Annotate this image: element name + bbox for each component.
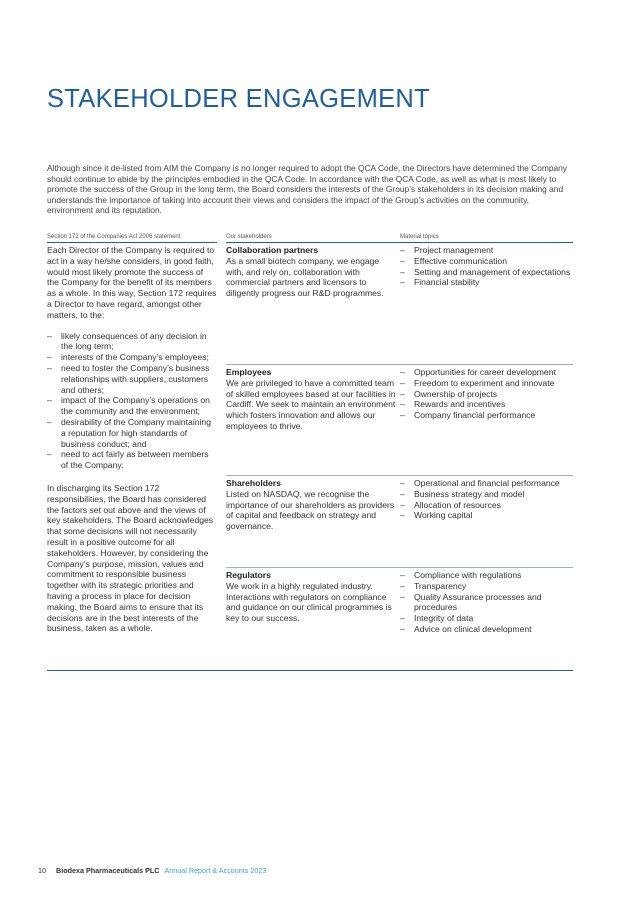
topics-regulators — [400, 570, 574, 635]
statement-item: – impact of the Company’s operations on the community and the environment; — [47, 395, 217, 417]
topic-item: – Working capital — [400, 510, 574, 521]
topic-item: – Freedom to experiment and innovate — [400, 378, 574, 389]
topic-item: – Allocation of resources — [400, 500, 574, 511]
topics-employees — [400, 367, 574, 421]
stakeholder-description: We work in a highly regulated industry. Interactions with regulators on compliance and guidance on our clinical programmes is key to our success. — [226, 580, 392, 624]
topic-item: – Rewards and incentives — [400, 399, 574, 410]
section-172-statement — [47, 245, 217, 634]
topic-item: – Advice on clinical development — [400, 624, 574, 635]
statement-item: – interests of the Company’s employees; — [47, 352, 217, 363]
intro-paragraph: Although since it de-listed from AIM the Company is no longer required to adopt the QCA Code, the Directors have determined the Company should continue to abide by the principles embodied in the QCA Code. In accordance with the QCA Code, as well as what is most likely to promote the success of the Group in the long term, the Board considers the interests of the Group’s stakeholders in its decision making and understands the importance of taking into account their views and considers the impact of the Group’s activities on the community, environment and its reputation. — [47, 163, 567, 216]
footer-company: Biodexa Pharmaceuticals PLC — [56, 866, 160, 875]
statement-list — [47, 331, 217, 471]
footer-report-title: Annual Report & Accounts 2023 — [164, 866, 267, 875]
topic-item: – Business strategy and model — [400, 489, 574, 500]
stakeholder-name: Regulators — [226, 570, 271, 580]
topic-item: – Project management — [400, 245, 574, 256]
stakeholder-regulators — [226, 570, 398, 624]
page-number: 10 — [38, 866, 46, 875]
page-title: STAKEHOLDER ENGAGEMENT — [47, 85, 431, 113]
stakeholder-name: Employees — [226, 367, 272, 377]
stakeholder-description: Listed on NASDAQ, we recognise the importance of our shareholders as providers of capital and feedback on strategy and governance. — [226, 488, 395, 532]
topic-item: – Setting and management of expectations — [400, 267, 574, 278]
stakeholder-employees — [226, 367, 398, 432]
header-rule-statement — [47, 242, 217, 243]
header-section-172: Section 172 of the Companies Act 2006 statement — [47, 234, 181, 240]
topics-collaboration-partners — [400, 245, 574, 288]
header-rule-stakeholders — [226, 242, 573, 243]
topic-item: – Ownership of projects — [400, 389, 574, 400]
topic-item: – Transparency — [400, 581, 574, 592]
statement-paragraph-2: In discharging its Section 172 responsibilities, the Board has considered the factors set out above and the views of key stakeholders. The Board acknowledges that some decisions will not necessarily result in a positive outcome for all stakeholders. However, by considering the Company’s purpose, mission, values and commitment to responsible business together with its strategic priorities and having a process in place for decision making, the Board aims to ensure that its decisions are in the best interests of the business, taken as a whole. — [47, 482, 214, 634]
topic-item: – Financial stability — [400, 277, 574, 288]
topic-item: – Opportunities for career development — [400, 367, 574, 378]
row-divider-regulators — [226, 567, 573, 568]
stakeholder-name: Collaboration partners — [226, 245, 319, 255]
statement-item: – desirability of the Company maintaining a reputation for high standards of business conduct; and — [47, 417, 217, 449]
topic-item: – Effective communication — [400, 256, 574, 267]
stakeholder-description: As a small biotech company, we engage with, and rely on, collaboration with commercial partners and licensors to diligently progress our R&D programmes. — [226, 255, 384, 299]
stakeholder-collaboration-partners — [226, 245, 398, 299]
header-stakeholders: Our stakeholders — [226, 234, 272, 240]
topic-item: – Compliance with regulations — [400, 570, 574, 581]
statement-item: – likely consequences of any decision in the long term; — [47, 331, 217, 353]
topic-item: – Company financial performance — [400, 410, 574, 421]
row-divider-employees — [226, 364, 573, 365]
stakeholder-name: Shareholders — [226, 478, 281, 488]
statement-item: – need to act fairly as between members of the Company. — [47, 449, 217, 471]
stakeholder-description: We are privileged to have a committed team of skilled employees based at our facilities in Cardiff. We seek to maintain an environment which fosters innovation and allows our employees to thrive. — [226, 377, 396, 431]
header-material-topics: Material topics — [400, 234, 439, 240]
topics-shareholders — [400, 478, 574, 521]
page-footer — [38, 866, 266, 875]
topic-item: – Operational and financial performance — [400, 478, 574, 489]
statement-paragraph-1: Each Director of the Company is required to act in a way he/she considers, in good faith, would most likely promote the success of the Company for the benefit of its members as a whole. In this way, Section 172 requires a Director to have regard, amongst other matters, to the: — [47, 245, 217, 320]
stakeholder-shareholders — [226, 478, 398, 532]
topic-item: – Quality Assurance processes and procedures — [400, 592, 574, 614]
row-divider-shareholders — [226, 475, 573, 476]
topic-item: – Integrity of data — [400, 613, 574, 624]
statement-item: – need to foster the Company’s business relationships with suppliers, customers and others; — [47, 363, 217, 395]
table-bottom-rule — [47, 670, 573, 671]
